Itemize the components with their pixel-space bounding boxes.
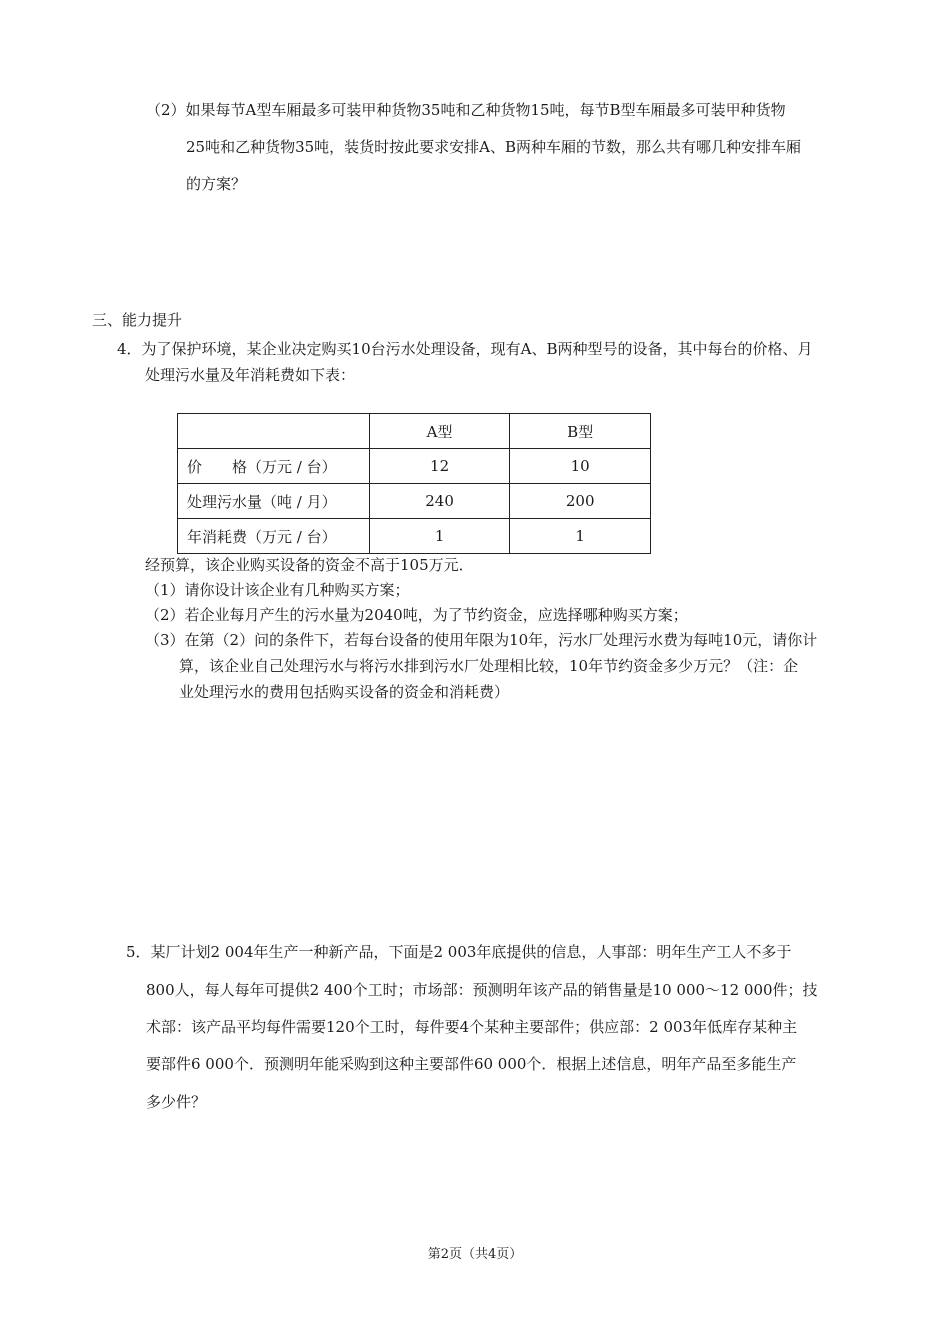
q4-part3-line-3: 业处理污水的费用包括购买设备的资金和消耗费） [179, 683, 510, 701]
q5-line-2: 800人，每人每年可提供2 400个工时；市场部：预测明年该产品的销售量是10 000～12 000件；技 [146, 981, 818, 999]
q4-budget: 经预算，该企业购买设备的资金不高于105万元． [145, 556, 474, 574]
q4-intro-line-1: 4．为了保护环境，某企业决定购买10台污水处理设备，现有A、B两种型号的设备，其中每台的价格、月 [117, 340, 813, 358]
q5-line-1: 5．某厂计划2 004年生产一种新产品，下面是2 003年底提供的信息，人事部：明年生产工人不多于 [126, 943, 792, 961]
table-header-cell-a: A型 [369, 414, 510, 449]
table-row [178, 484, 651, 519]
q4-part3-line-1: （3）在第（2）问的条件下，若每台设备的使用年限为10年，污水厂处理污水费为每吨10元，请你计 [145, 631, 818, 649]
table-row-label-price: 价 格（万元 / 台） [178, 449, 370, 484]
table-cell: 1 [369, 519, 510, 554]
table-header-row [178, 414, 651, 449]
table-cell: 1 [510, 519, 651, 554]
q5-line-3: 术部：该产品平均每件需要120个工时，每件要4个某种主要部件；供应部：2 003年低库存某种主 [146, 1018, 798, 1036]
q4-intro-line-2: 处理污水量及年消耗费如下表： [145, 366, 356, 384]
table-row [178, 449, 651, 484]
table-cell: 200 [510, 484, 651, 519]
table-cell: 240 [369, 484, 510, 519]
q4-part1: （1）请你设计该企业有几种购买方案； [145, 581, 410, 599]
q4-part2: （2）若企业每月产生的污水量为2040吨，为了节约资金，应选择哪种购买方案； [145, 606, 688, 624]
q3-part2-line-1: （2）如果每节A型车厢最多可装甲种货物35吨和乙种货物15吨，每节B型车厢最多可装甲种货物 [146, 101, 786, 119]
q4-part3-line-2: 算，该企业自己处理污水与将污水排到污水厂处理相比较，10年节约资金多少万元？（注：企 [179, 657, 799, 675]
q3-part2-line-3: 的方案？ [186, 175, 247, 193]
q5-line-4: 要部件6 000个．预测明年能采购到这种主要部件60 000个．根据上述信息，明年产品至多能生产 [146, 1055, 797, 1073]
section-heading: 三、能力提升 [92, 311, 183, 329]
q3-part2-line-2: 25吨和乙种货物35吨，装货时按此要求安排A、B两种车厢的节数，那么共有哪几种安排车厢 [186, 138, 802, 156]
page-footer: 第2页（共4页） [427, 1247, 523, 1262]
table-header-cell-b: B型 [510, 414, 651, 449]
q5-line-5: 多少件？ [146, 1093, 207, 1111]
table-row [178, 519, 651, 554]
table-row-label-annual-cost: 年消耗费（万元 / 台） [178, 519, 370, 554]
table-cell: 12 [369, 449, 510, 484]
table-header-cell-blank [178, 414, 370, 449]
equipment-spec-table [177, 413, 651, 554]
table-row-label-capacity: 处理污水量（吨 / 月） [178, 484, 370, 519]
table-cell: 10 [510, 449, 651, 484]
